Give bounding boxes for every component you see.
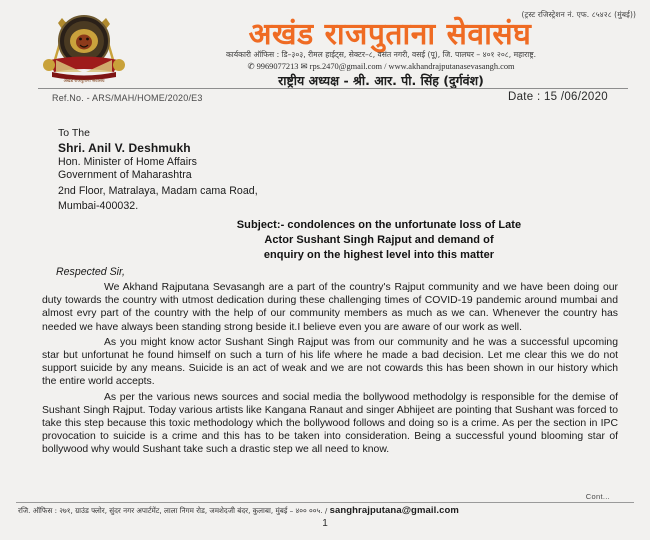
addressee-government: Government of Maharashtra — [58, 169, 192, 182]
subject-block — [150, 218, 608, 263]
page-number: 1 — [322, 518, 328, 529]
letterhead-divider — [38, 88, 628, 89]
lion-crest-emblem-icon — [36, 8, 132, 84]
svg-text:अखंड राजपुताना सेवासंघ: अखंड राजपुताना सेवासंघ — [63, 79, 105, 84]
subject-line-3: enquiry on the highest level into this matter — [263, 249, 495, 261]
letter-body — [42, 281, 618, 459]
footer-email: sanghrajputana@gmail.com — [329, 505, 459, 516]
subject-line-1: Subject:- condolences on the unfortunate loss of Late — [236, 219, 522, 231]
footer-divider — [16, 502, 634, 503]
reference-date-row — [0, 93, 650, 109]
letterhead — [0, 0, 650, 88]
letter-date: Date : 15 /06/2020 — [507, 91, 608, 103]
continuation-marker: Cont... — [585, 492, 610, 501]
footer-registered-address: रजि. ऑफिस : २७१, ग्राउंड फ्लोर, सुंदर नगर अपार्टमेंट, लाला निगम रोड, जमशेदजी बंदर, कुलाबा, मुंबई – ४०० ००५. — [18, 506, 323, 515]
addressee-address-line-1: 2nd Floor, Matralaya, Madam cama Road, — [58, 184, 258, 197]
body-paragraph-2: As you might know actor Sushant Singh Rajput was from our community and he was a successful upcoming star but unfortunat he found himself on such a turn of his life where he made a bad decision. Let me clear this we do not support suicide by any means. Suicide is an act of weak and we are not cowards this has been shown in our history which the entire world accepts. — [42, 336, 618, 388]
trust-registration-text: (ट्रस्ट रजिस्ट्रेशन नं. एफ. ८५४२८ (मुंबई)) — [521, 10, 636, 19]
addressee-name: Shri. Anil V. Deshmukh — [58, 140, 191, 155]
reference-number: Ref.No. - ARS/MAH/HOME/2020/E3 — [52, 93, 203, 103]
footer-block — [18, 505, 634, 516]
addressee-to-the: To The — [58, 127, 90, 139]
body-paragraph-3: As per the various news sources and social media the bollywood methodolgy is responsible for the demise of Sushant Singh Rajput. Today various artists like Kangana Ranaut and singer Abhijeet are pointing that Sushant was forced to take this step because this toxic methodology which the bollywood follows and doing so is a crime. As per the section in IPC provocation to suicide is a crime and this has to be taken into consideration. Being a successful yound blooming star of bollywood why would Sushant take such a drastic step we all need to know. — [42, 391, 618, 456]
addressee-block — [58, 127, 258, 214]
organization-title: अखंड राजपुताना सेवासंघ — [248, 17, 532, 52]
addressee-designation: Hon. Minister of Home Affairs — [58, 155, 198, 168]
body-paragraph-1: We Akhand Rajputana Sevasangh are a part of the country's Rajput community and we have been doing our duty towards the country with utmost dedication during these challenging times of COVID-19 pandemic around mumbai and almost evry part of the country with the help of our community members as much as we can. Whenever the country has needed we have always been standing strong beside it.I believe even you are aware of our work as well. — [42, 282, 618, 333]
letterhead-contact-line: ✆ 9969077213 ✉ rps.2470@gmail.com / www.akhandrajputanasevasangh.com — [247, 62, 515, 71]
subject-line-2: Actor Sushant Singh Rajput and demand of — [264, 234, 494, 246]
national-president-line: राष्ट्रीय अध्यक्ष - श्री. आर. पी. सिंह (दुर्गवंश) — [278, 73, 484, 88]
letterhead-office-address: कार्यकारी ऑफिस : डि–३०३, रीमल हाईट्स, सेक्टर–८, वसंत नगरी, वसई (पू), जि. पालघर – ४०१ २०८, महाराष्ट्र. — [225, 50, 537, 59]
footer-separator: / — [324, 506, 328, 515]
salutation: Respected Sir, — [56, 266, 125, 278]
addressee-address-line-2: Mumbai-400032. — [58, 200, 139, 213]
